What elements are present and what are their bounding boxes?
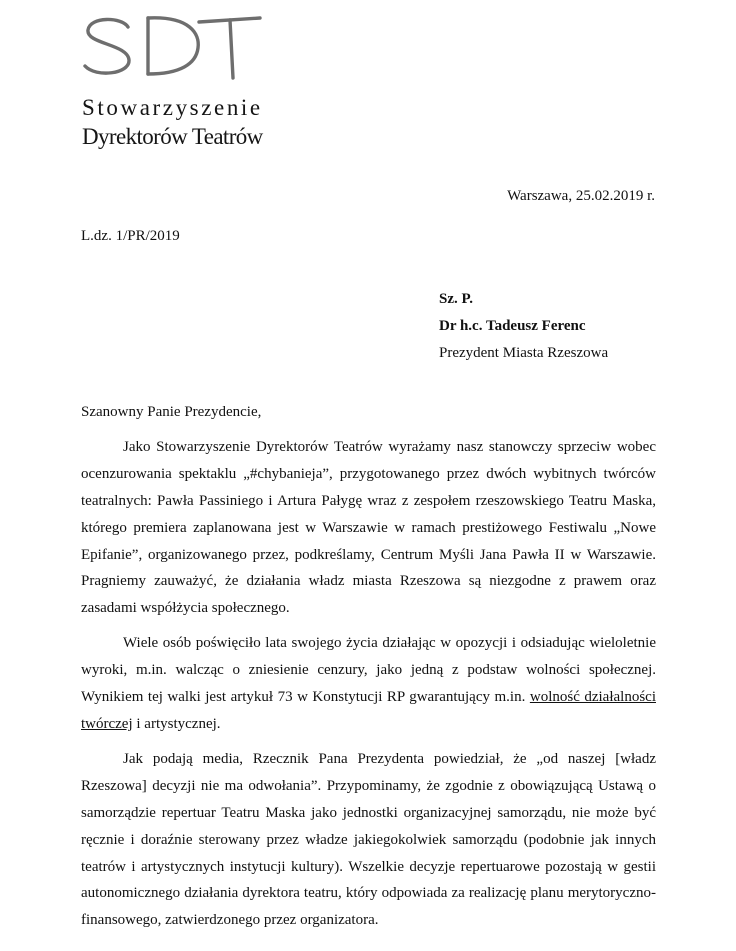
paragraph-2-text: Wiele osób poświęciło lata swojego życia działając w opozycji i odsiadując wieloletnie wyroki, m.in. walcząc o zniesienie cenzury, jako jedną z podstaw wolności społecznej. Wynikiem tej walki jest artykuł 73 w Konstytucji RP gwarantujący m.in.	[81, 635, 656, 706]
greeting: Szanowny Panie Prezydencie,	[81, 404, 262, 420]
addressee-block	[439, 286, 608, 367]
sdt-logo	[82, 14, 282, 149]
addressee-role: Prezydent Miasta Rzeszowa	[439, 345, 609, 361]
sdt-logo-mark	[82, 14, 282, 94]
underlined-phrase: wolność działalności twórczej	[81, 689, 656, 732]
letter-body	[81, 399, 656, 942]
paragraph-2-end: i artystycznej.	[132, 715, 221, 732]
addressee-name: Dr h.c. Tadeusz Ferenc	[439, 318, 586, 334]
paragraph-2	[81, 630, 656, 738]
paragraph-3: Jak podają media, Rzecznik Pana Prezydenta powiedział, że „od naszej [władz Rzeszowa] decyzji nie ma odwołania”. Przypominamy, że zgodnie z obowiązującą Ustawą o samorządzie repertuar Teatru Maska jako jednostki organizacyjnej samorządu, nie może być ręcznie i doraźnie sterowany przez władze jakiegokolwiek samorządu (podobnie jak innych teatrów i artystycznych instytucji kultury). Wszelkie decyzje repertuarowe pozostają w gestii autonomicznego działania dyrektora teatru, który odpowiada za realizację planu merytoryczno-finansowego, zatwierdzonego przez organizatora.	[81, 750, 656, 929]
paragraph-1: Jako Stowarzyszenie Dyrektorów Teatrów wyrażamy nasz stanowczy sprzeciw wobec ocenzurowania spektaklu „#chybanieja”, przygotowanego przez dwóch wybitnych twórców teatralnych: Pawła Passiniego i Artura Pałygę wraz z zespołem rzeszowskiego Teatru Maska, którego premiera zaplanowana jest w Warszawie w ramach prestiżowego Festiwalu „Nowe Epifanie”, organizowanego przez, podkreślamy, Centrum Myśli Jana Pawła II w Warszawie. Pragniemy zauważyć, że działania władz miasta Rzeszowa są niezgodne z prawem oraz zasadami współżycia społecznego.	[81, 438, 656, 617]
addressee-salutation: Sz. P.	[439, 291, 474, 307]
reference-number: L.dz. 1/PR/2019	[81, 228, 180, 244]
logo-line-2: Dyrektorów Teatrów	[82, 124, 263, 149]
logo-line-1: Stowarzyszenie	[82, 95, 263, 120]
letter-date: Warszawa, 25.02.2019 r.	[507, 188, 655, 204]
